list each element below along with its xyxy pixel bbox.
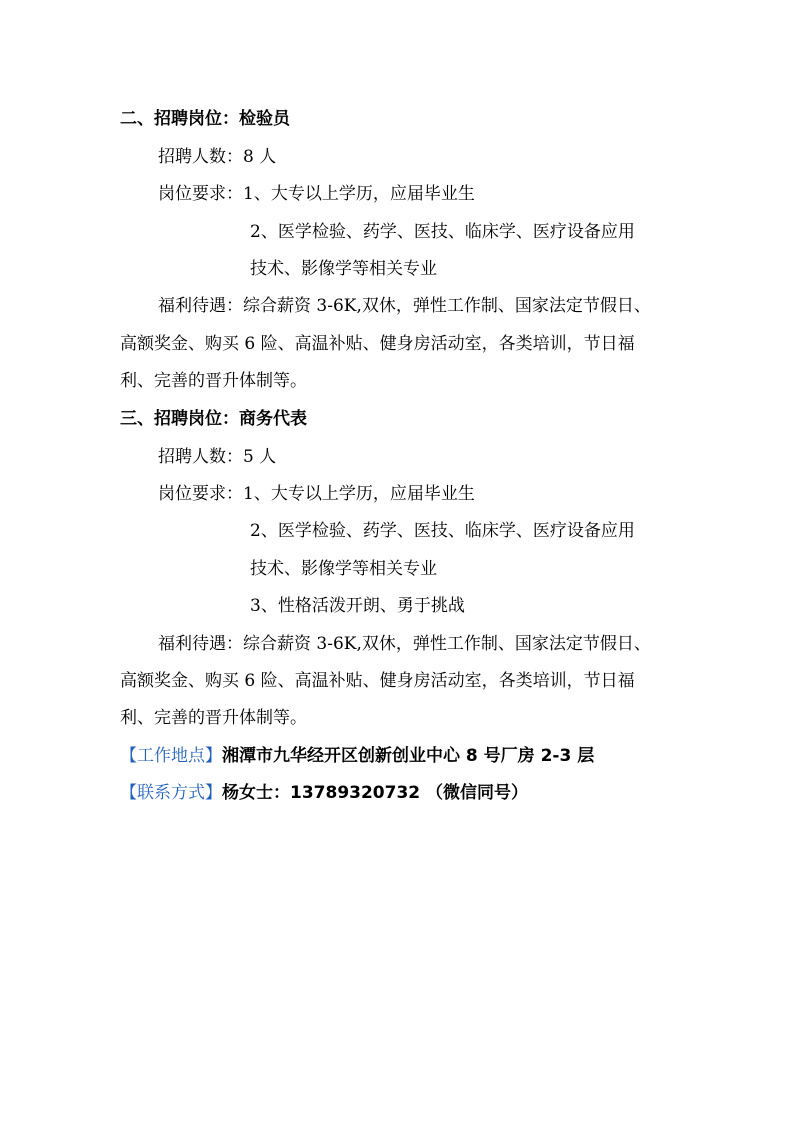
section2-count <box>158 145 276 169</box>
section3-count-label: 招聘人数： <box>158 447 243 467</box>
section2-heading: 二、招聘岗位：检验员 <box>120 109 290 129</box>
section3-req-2-line2: 技术、影像学等相关专业 <box>250 559 437 579</box>
section2-benefit-line2: 高额奖金、购买 6 险、高温补贴、健身房活动室，各类培训，节日福 <box>120 334 635 354</box>
section2-benefit-line3: 利、完善的晋升体制等。 <box>120 371 307 391</box>
contact-label: 【联系方式】 <box>120 783 222 803</box>
section3-req-1: 1、大专以上学历，应届毕业生 <box>243 484 475 504</box>
section3-benefit-line3: 利、完善的晋升体制等。 <box>120 708 307 728</box>
section3-heading: 三、招聘岗位：商务代表 <box>120 409 307 429</box>
section3-requirements <box>158 482 475 506</box>
section2-count-value: 8 人 <box>243 147 277 167</box>
section3-req-2-line1: 2、医学检验、药学、医技、临床学、医疗设备应用 <box>250 521 635 541</box>
work-location <box>120 744 594 768</box>
section2-req-label: 岗位要求： <box>158 184 243 204</box>
contact-info <box>120 781 528 805</box>
section2-req-2-line2: 技术、影像学等相关专业 <box>250 259 437 279</box>
section3-benefit-line1: 福利待遇：综合薪资 3-6K,双休，弹性工作制、国家法定节假日、 <box>158 634 651 654</box>
section2-req-2-line1: 2、医学检验、药学、医技、临床学、医疗设备应用 <box>250 222 635 242</box>
work-location-label: 【工作地点】 <box>120 746 222 766</box>
section3-count-value: 5 人 <box>243 447 277 467</box>
work-location-value: 湘潭市九华经开区创新创业中心 8 号厂房 2-3 层 <box>222 746 595 766</box>
section2-requirements <box>158 182 475 206</box>
section2-count-label: 招聘人数： <box>158 147 243 167</box>
section2-benefit-line1: 福利待遇：综合薪资 3-6K,双休，弹性工作制、国家法定节假日、 <box>158 296 651 316</box>
section3-count <box>158 445 276 469</box>
contact-value: 杨女士：13789320732 （微信同号） <box>222 783 529 803</box>
section2-req-1: 1、大专以上学历，应届毕业生 <box>243 184 475 204</box>
section3-req-label: 岗位要求： <box>158 484 243 504</box>
section3-benefit-line2: 高额奖金、购买 6 险、高温补贴、健身房活动室，各类培训，节日福 <box>120 671 635 691</box>
section3-req-3: 3、性格活泼开朗、勇于挑战 <box>250 596 465 616</box>
